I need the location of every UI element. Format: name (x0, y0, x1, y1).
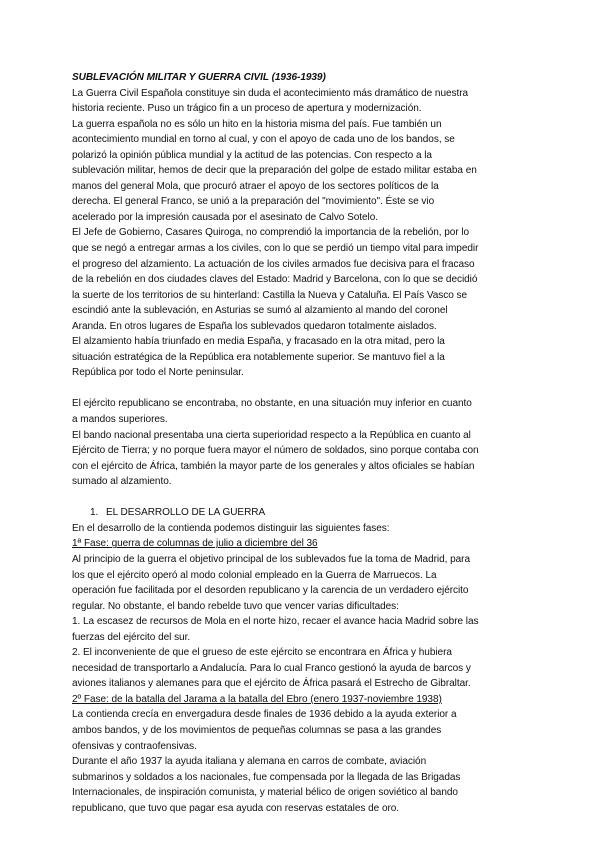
text-line: La Guerra Civil Española constituye sin duda el acontecimiento más dramático de nuestra (72, 87, 469, 99)
text-line: regular. No obstante, el bando rebelde tuvo que vencer varias dificultades: (72, 600, 399, 612)
text-line: ofensivas y contraofensivas. (72, 740, 197, 752)
document-page (72, 70, 532, 816)
text-line: sumado al alzamiento. (72, 476, 172, 488)
text-line: 1. La escasez de recursos de Mola en el norte hizo, recaer el avance hacia Madrid sobre las (72, 616, 479, 628)
text-line: la suerte de los territorios de su hinterland: Castilla la Nueva y Cataluña. El País Vasco se (72, 289, 468, 301)
section-number: 1. (90, 507, 99, 519)
text-line: historia reciente. Puso un trágico fin a un proceso de apertura y modernización. (72, 103, 422, 115)
document-title: SUBLEVACIÓN MILITAR Y GUERRA CIVIL (1936-1939) (72, 72, 326, 83)
army-paragraphs (72, 396, 532, 489)
text-line: acontecimiento mundial en torno al cual, y con el apoyo de cada uno de los bandos, se (72, 134, 455, 146)
text-line: con el ejército de África, también la mayor parte de los generales y altos oficiales se habían (72, 460, 475, 472)
text-line: derecha. El general Franco, se unió a la preparación del "movimiento". Éste se vio (72, 196, 435, 208)
text-line: republicano, que tuvo que pagar esa ayuda con reservas estatales de oro. (72, 802, 400, 814)
phase1-title: 1ª Fase: guerra de columnas de julio a diciembre del 36 (72, 538, 318, 550)
phase2-paragraphs (72, 707, 532, 816)
section-heading (72, 505, 532, 521)
text-line: El ejército republicano se encontraba, no obstante, en una situación muy inferior en cuanto (72, 398, 472, 410)
text-line: Aranda. En otros lugares de España los sublevados quedaron totalmente aislados. (72, 320, 437, 332)
text-line: Ejército de Tierra; y no porque fuera mayor el número de soldados, sino porque contaba con (72, 445, 479, 457)
text-line: operación fue facilitada por el desorden republicano y la carencia de un verdadero ejército (72, 585, 469, 597)
text-line: Al principio de la guerra el objetivo principal de los sublevados fue la toma de Madrid, para (72, 553, 471, 565)
text-line: aviones italianos y alemanes para que el ejército de África pasará el Estrecho de Gibraltar. (72, 678, 471, 690)
text-line: que se negó a entregar armas a los civiles, con lo que se perdió un tiempo vital para impedir (72, 243, 479, 255)
text-line: el progreso del alzamiento. La actuación de los civiles armados fue decisiva para el fracaso (72, 258, 475, 270)
section-lead: En el desarrollo de la contienda podemos distinguir las siguientes fases: (72, 522, 390, 534)
text-line: El alzamiento había triunfado en media España, y fracasado en la otra mitad, pero la (72, 336, 445, 348)
section-heading-text: EL DESARROLLO DE LA GUERRA (106, 507, 266, 519)
text-line: submarinos y soldados a los nacionales, fue compensada por la llegada de las Brigadas (72, 771, 461, 783)
text-line: acelerado por la impresión causada por el asesinato de Calvo Sotelo. (72, 211, 379, 223)
paragraph-spacer (72, 381, 532, 397)
text-line: situación estratégica de la República era notablemente superior. Se mantuvo fiel a la (72, 351, 445, 363)
text-line: de la rebelión en dos ciudades claves del Estado: Madrid y Barcelona, con lo que se decidió (72, 274, 478, 286)
text-line: a mandos superiores. (72, 414, 168, 426)
text-line: Durante el año 1937 la ayuda italiana y alemana en carros de combate, aviación (72, 756, 427, 768)
intro-paragraphs (72, 86, 532, 381)
phase1-paragraphs (72, 552, 532, 692)
text-line: manos del general Mola, que procuró atraer el apoyo de los sectores políticos de la (72, 180, 439, 192)
text-line: La contienda crecía en envergadura desde finales de 1936 debido a la ayuda exterior a (72, 709, 457, 721)
text-line: Internacionales, de inspiración comunista, y material bélico de origen soviético al bando (72, 787, 458, 799)
text-line: ambos bandos, y de los movimientos de pequeñas columnas se pasa a las grandes (72, 724, 442, 736)
text-line: escindió ante la sublevación, en Asturias se sumó al alzamiento al mando del coronel (72, 305, 448, 317)
text-line: El bando nacional presentaba una cierta superioridad respecto a la República en cuanto al (72, 429, 471, 441)
text-line: sublevación militar, hemos de decir que la preparación del golpe de estado militar estaba en (72, 165, 477, 177)
text-line: La guerra española no es sólo un hito en la historia misma del país. Fue también un (72, 118, 442, 130)
paragraph-spacer (72, 490, 532, 506)
text-line: 2. El inconveniente de que el grueso de este ejército se encontrara en África y hubiera (72, 647, 452, 659)
text-line: El Jefe de Gobierno, Casares Quiroga, no comprendió la importancia de la rebelión, por lo (72, 227, 470, 239)
text-line: fuerzas del ejército del sur. (72, 631, 191, 643)
text-line: necesidad de transportarlo a Andalucía. Para lo cual Franco gestionó la ayuda de barcos y (72, 662, 471, 674)
text-line: los que el ejército operó al modo colonial empleado en la Guerra de Marruecos. La (72, 569, 437, 581)
phase2-title: 2º Fase: de la batalla del Jarama a la batalla del Ebro (enero 1937-noviembre 1938) (72, 693, 442, 705)
text-line: República por todo el Norte peninsular. (72, 367, 244, 379)
text-line: polarizó la opinión pública mundial y la actitud de las potencias. Con respecto a la (72, 149, 432, 161)
